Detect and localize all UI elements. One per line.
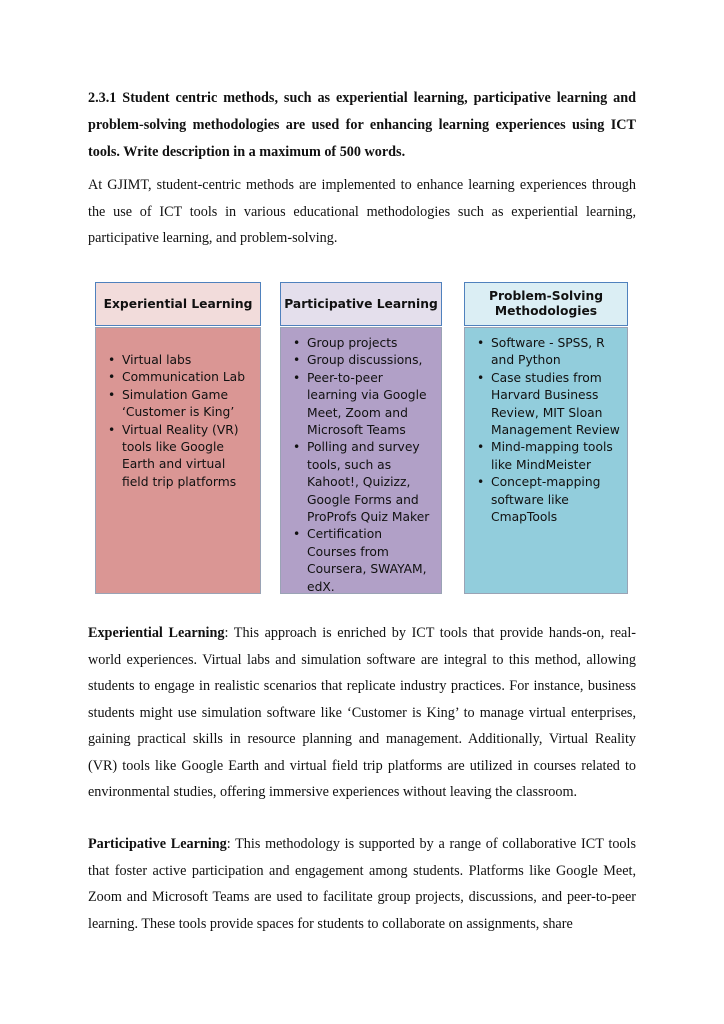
- list-item: • Communication Lab: [122, 369, 254, 386]
- participative-learning-title: Participative Learning: [284, 296, 438, 311]
- experiential-learning-title: Experiential Learning: [103, 296, 253, 311]
- experiential-learning-label: Experiential Learning: [88, 625, 225, 641]
- intro-paragraph: At GJIMT, student-centric methods are implemented to enhance learning experiences through the use of ICT tools in various educational methodologies such as experiential learning, participative learning, and problem-solving.: [88, 177, 636, 246]
- participative-learning-body: [280, 327, 442, 594]
- list-item: • Mind-mapping tools like MindMeister: [491, 439, 621, 474]
- participative-learning-text: : This methodology is supported by a range of collaborative ICT tools that foster active participation and engagement among students. Platforms like Google Meet, Zoom and Microsoft Teams are used to facilitate group projects, discussions, and peer-to-peer learning. These tools provide spaces for students to collaborate on assignments, share: [88, 836, 636, 932]
- problem-solving-body: [464, 327, 628, 594]
- participative-learning-list: [289, 335, 435, 596]
- participative-learning-label: Participative Learning: [88, 836, 227, 852]
- problem-solving-title: Problem-Solving Methodologies: [488, 289, 604, 318]
- list-item: • Certification Courses from Coursera, SWAYAM, edX.: [307, 526, 435, 596]
- list-item: • Simulation Game ‘Customer is King’: [122, 387, 254, 422]
- list-item: • Virtual labs: [122, 352, 254, 369]
- participative-learning-paragraph: [88, 831, 636, 937]
- problem-solving-header: [464, 282, 628, 326]
- section-heading: 2.3.1 Student centric methods, such as experiential learning, participative learning and problem-solving methodologies are used for enhancing learning experiences using ICT tools. Write description in a maximum of 500 words.: [88, 90, 636, 160]
- experiential-learning-text: : This approach is enriched by ICT tools that provide hands-on, real-world experiences. Virtual labs and simulation software are integral to this method, allowing students to engage in realistic scenarios that replicate industry practices. For instance, business students might use simulation software like ‘Customer is King’ to manage virtual enterprises, gaining practical skills in resource planning and management. Additionally, Virtual Reality (VR) tools like Google Earth and virtual field trip platforms are utilized in courses related to environmental studies, offering immersive experiences without leaving the classroom.: [88, 625, 637, 800]
- list-item: • Peer-to-peer learning via Google Meet, Zoom and Microsoft Teams: [307, 370, 435, 440]
- list-item: • Software - SPSS, R and Python: [491, 335, 621, 370]
- list-item: • Case studies from Harvard Business Review, MIT Sloan Management Review: [491, 370, 621, 440]
- experiential-learning-list: [104, 352, 254, 491]
- list-item: • Group discussions,: [307, 352, 435, 369]
- list-item: • Virtual Reality (VR) tools like Google Earth and virtual field trip platforms: [122, 422, 254, 492]
- list-item: • Concept-mapping software like CmapTools: [491, 474, 621, 526]
- list-item: • Group projects: [307, 335, 435, 352]
- participative-learning-header: [280, 282, 442, 326]
- experiential-learning-body: [95, 327, 261, 594]
- experiential-learning-paragraph: [88, 620, 636, 806]
- problem-solving-list: [473, 335, 621, 526]
- experiential-learning-header: [95, 282, 261, 326]
- list-item: • Polling and survey tools, such as Kahoot!, Quizizz, Google Forms and ProProfs Quiz Maker: [307, 439, 435, 526]
